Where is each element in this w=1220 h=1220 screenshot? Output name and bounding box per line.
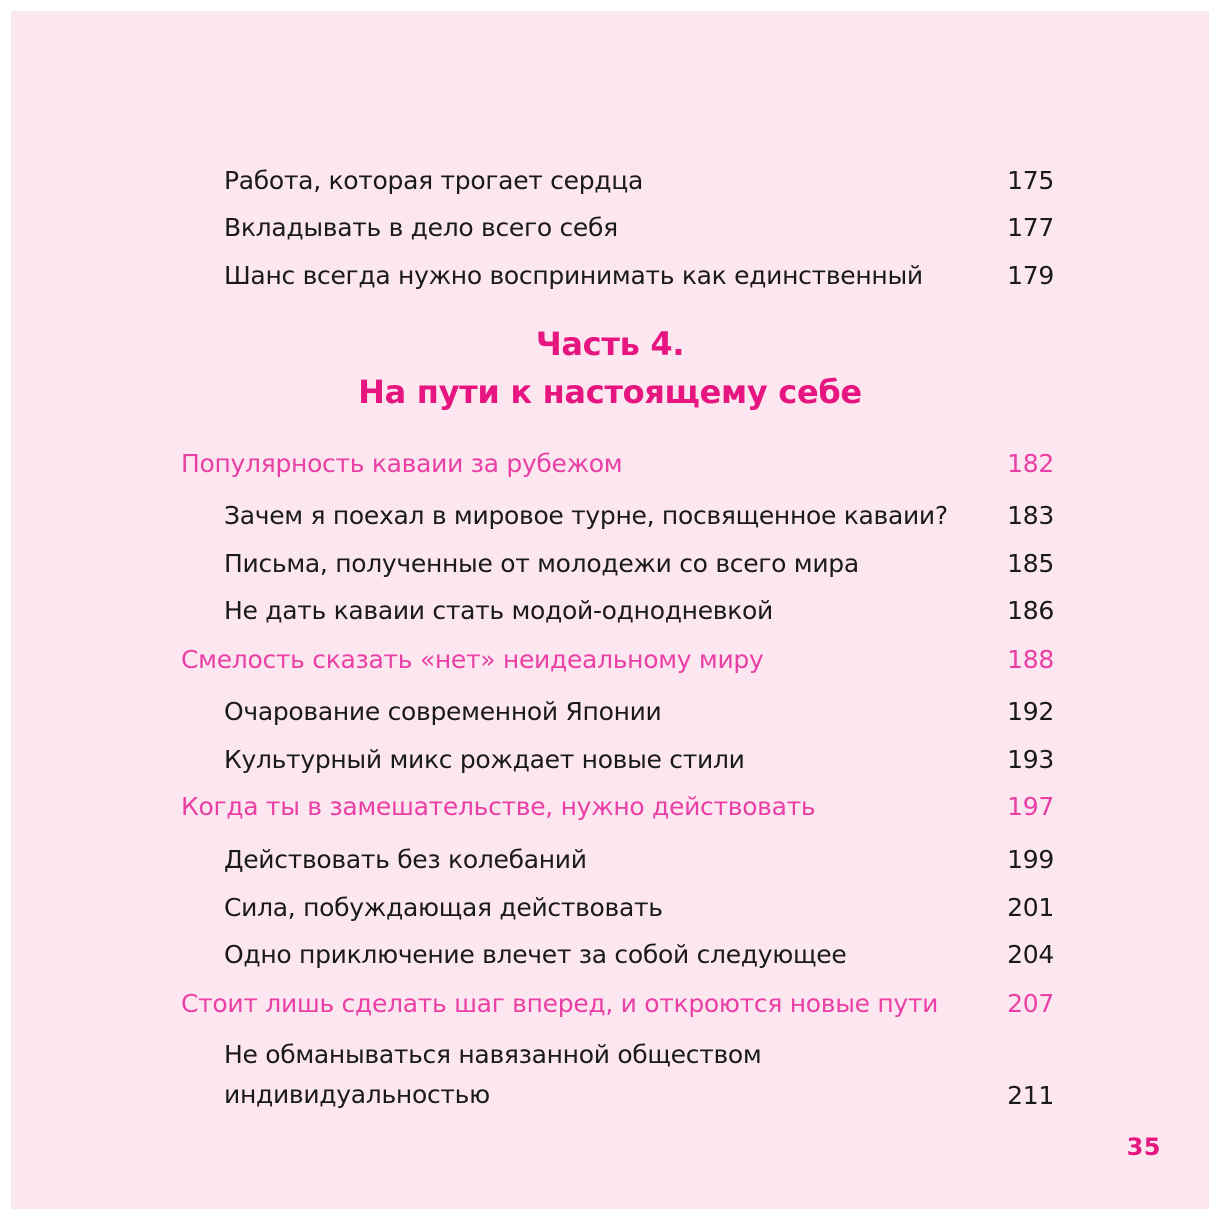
toc-entry-page: 185 [1007,549,1054,578]
toc-entry-title: Сила, побуждающая действовать [224,893,663,922]
toc-section-title: Стоит лишь сделать шаг вперед, и откроются новые пути [181,989,939,1018]
page-number: 35 [1126,1133,1161,1161]
toc-entry-page: 199 [1007,845,1054,874]
toc-entry-title: Зачем я поехал в мировое турне, посвященное каваии? [224,501,948,530]
part-title-heading: На пути к настоящему себе [358,373,862,411]
toc-entry-title: Шанс всегда нужно воспринимать как единственный [224,261,923,290]
toc-entry-page: 179 [1007,261,1054,290]
toc-entry-title: Действовать без колебаний [224,845,587,874]
toc-entry-title: Письма, полученные от молодежи со всего мира [224,549,859,578]
toc-section-page: 188 [1007,645,1054,674]
toc-section-page: 182 [1007,449,1054,478]
toc-entry-page: 177 [1007,213,1054,242]
toc-entry-page: 192 [1007,697,1054,726]
toc-entry-title: Одно приключение влечет за собой следующее [224,940,847,969]
part-number-heading: Часть 4. [535,325,685,363]
toc-entry-page: 175 [1007,166,1054,195]
toc-entry-page: 193 [1007,745,1054,774]
toc-section-title: Смелость сказать «нет» неидеальному миру [181,645,764,674]
toc-section-title: Когда ты в замешательстве, нужно действовать [181,792,816,821]
toc-entry-title: Вкладывать в дело всего себя [224,213,618,242]
toc-entry-title: Работа, которая трогает сердца [224,166,644,195]
toc-entry-page: 183 [1007,501,1054,530]
toc-entry-title: Культурный микс рождает новые стили [224,745,745,774]
toc-entry-page: 211 [1007,1081,1054,1110]
toc-section-title: Популярность каваии за рубежом [181,449,623,478]
toc-section-page: 207 [1007,989,1054,1018]
toc-entry-title: Очарование современной Японии [224,697,662,726]
toc-entry-page: 201 [1007,893,1054,922]
toc-entry-page: 186 [1007,596,1054,625]
toc-entry-page: 204 [1007,940,1054,969]
toc-entry-title: Не дать каваии стать модой-однодневкой [224,596,773,625]
toc-entry-title: Не обманываться навязанной обществом индивидуальностью [224,1040,762,1109]
toc-section-page: 197 [1007,792,1054,821]
book-page [11,11,1209,1209]
